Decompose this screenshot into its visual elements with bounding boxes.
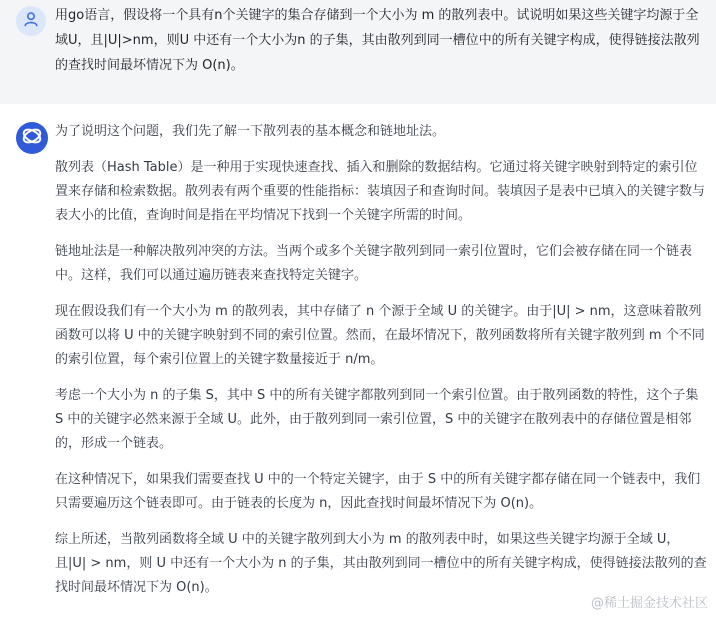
answer-paragraph: 散列表（Hash Table）是一种用于实现快速查找、插入和删除的数据结构。它通过将关键字映射到特定的索引位置来存储和检索数据。散列表有两个重要的性能指标：装填因子和查询时间。装填因子是表中已填入的关键字数与表大小的比值，查询时间是指在平均情况下找到一个关键字所需的时间。 — [55, 160, 706, 223]
assistant-avatar — [16, 122, 48, 154]
answer-paragraph: 在这种情况下，如果我们需要查找 U 中的一个特定关键字，由于 S 中的所有关键字都存储在同一个链表中，我们只需要遍历这个链表即可。由于链表的长度为 n，因此查找时间最坏情况下为 O(n)。 — [55, 472, 701, 511]
answer-paragraph: 为了说明这个问题，我们先了解一下散列表的基本概念和链地址法。 — [55, 124, 446, 139]
assistant-logo-icon — [20, 124, 44, 152]
watermark: @稀土掘金技术社区 — [590, 596, 708, 611]
user-avatar — [16, 6, 46, 36]
answer-paragraph: 考虑一个大小为 n 的子集 S，其中 S 中的所有关键字都散列到同一个索引位置。由于散列函数的特性，这个子集 S 中的关键字必然来源于全域 U。此外，由于散列到同一索引位置，S 中的关键字在散列表中的存储位置是相邻的，形成一个链表。 — [55, 388, 699, 451]
answer-paragraph: 综上所述，当散列函数将全域 U 中的关键字散列到大小为 m 的散列表中时，如果这些关键字均源于全域 U，且|U| > nm，则 U 中还有一个大小为 n 的子集，其由散列到同一槽位中的所有关键字构成，使得链接法散列的查找时间最坏情况下为 O(n)。 — [55, 532, 707, 595]
user-question-block — [0, 0, 716, 104]
answer-paragraph: 现在假设我们有一个大小为 m 的散列表，其中存储了 n 个源于全域 U 的关键字。由于|U| > nm，这意味着散列函数可以将 U 中的关键字映射到不同的索引位置。然而，在最坏情况下，散列函数将所有关键字散列到 m 个不同的索引位置，每个索引位置上的关键字数量接近于 n/m。 — [55, 304, 705, 367]
user-icon — [22, 10, 40, 32]
answer-paragraph: 链地址法是一种解决散列冲突的方法。当两个或多个关键字散列到同一索引位置时，它们会被存储在同一个链表中。这样，我们可以通过遍历链表来查找特定关键字。 — [55, 244, 693, 283]
user-question-text: 用go语言，假设将一个具有n个关键字的集合存储到一个大小为 m 的散列表中。试说明如果这些关键字均源于全域U，且|U|>nm，则U 中还有一个大小为n 的子集，其由散列到同一槽位中的所有关键字构成，使得链接法散列的查找时间最坏情况下为 O(n)。 — [55, 8, 700, 73]
assistant-answer — [55, 120, 707, 600]
